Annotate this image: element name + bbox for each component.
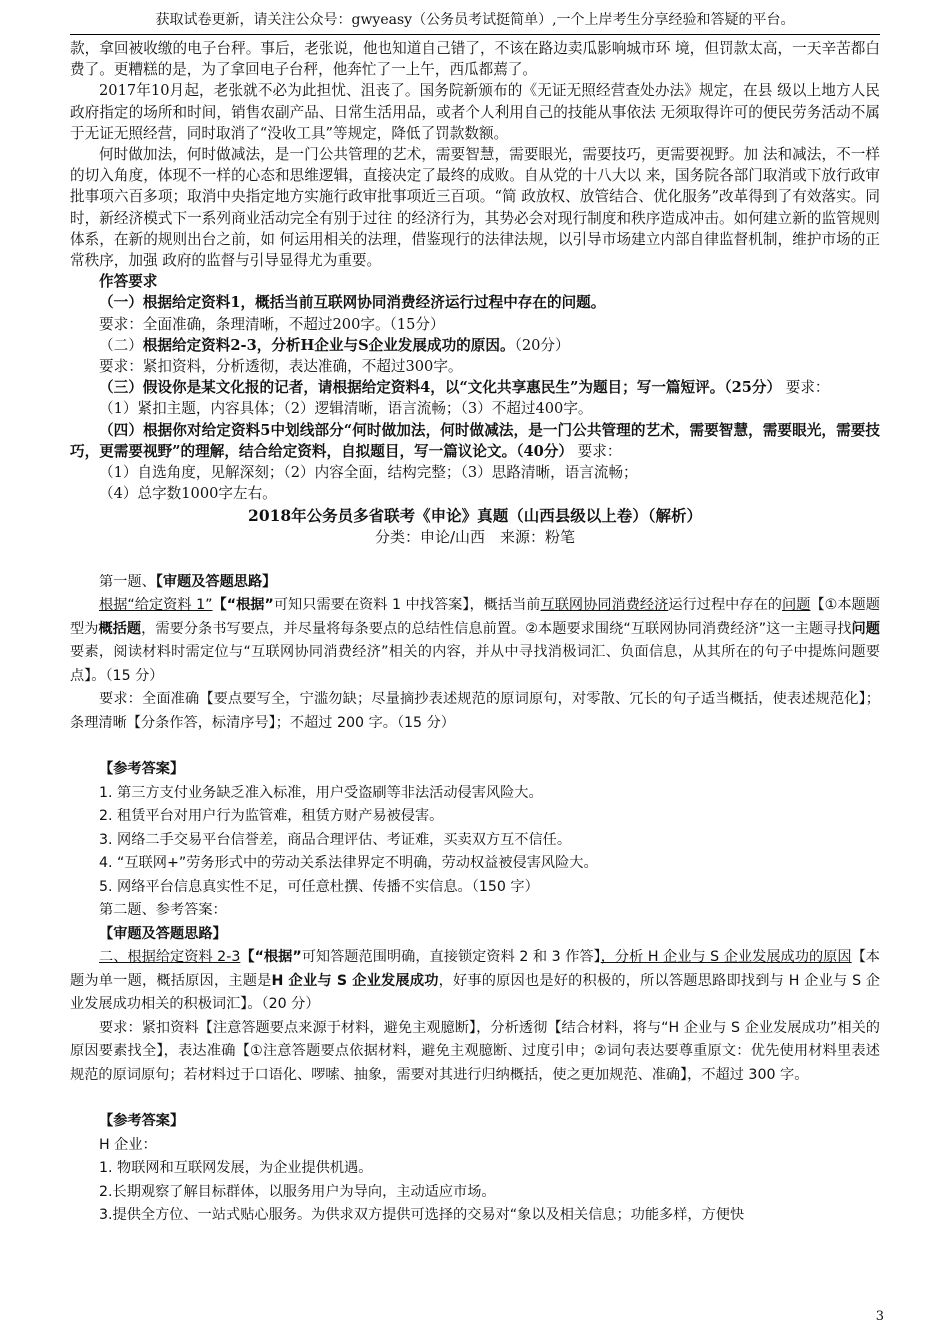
s1-txt: 可知只需要在资料 1 中找答案】，概括当前 [273, 597, 541, 614]
section-1-requirement: 要求：全面准确【要点要写全，宁滥勿缺；尽量摘抄表述规范的原词原句，对零散、冗长的句子适当概括，使表述规范化】；条理清晰【分条作答，标清序号】；不超过 200 字。（15 分） [70, 691, 880, 731]
answer-item: 3.提供全方位、一站式贴心服务。为供求双方提供可选择的交易对“象以及相关信息；功能多样，方便快 [99, 1207, 745, 1224]
requirements-heading: 作答要求 [99, 273, 158, 291]
s2-gen: 【“根据” [240, 949, 302, 966]
s1-txt4: ，需要分条书写要点，并尽量将每条要点的总结性信息前置。②本题要求围绕“互联网协同消费经济”这一主题寻找 [141, 620, 852, 637]
paragraph: 款，拿回被收缴的电子台秤。事后，老张说，他也知道自己错了，不该在路边卖瓜影响城市环 境，但罚款太高，一天辛苦都白费了。更糟糕的是，为了拿回电子台秤，他奔忙了一上午，西瓜都蔫了。 [70, 40, 880, 79]
s1-txt3: 【①本题题型为 [70, 597, 880, 637]
s2-txt: 可知答题范围明确，直接锁定资料 2 和 3 作答】 [301, 949, 601, 966]
answer-item: 2.长期观察了解目标群体，以服务用户为导向，主动适应市场。 [99, 1183, 496, 1200]
question-2-requirement: 要求：紧扣资料，分析透彻，表达准确，不超过300字。 [99, 358, 463, 376]
s1-topic: 互联网协同消费经济 [540, 597, 669, 614]
question-1: （一）根据给定资料1，概括当前互联网协同消费经济运行过程中存在的问题。 [99, 294, 606, 312]
section-2-requirement: 要求：紧扣资料【注意答题要点来源于材料，避免主观臆断】，分析透彻【结合材料，将与“H 企业与 S 企业发展成功”相关的原因要素找全】，表达准确【①注意答题要点依据材料，避免主观臆断、过度引申；②词句表达要尊重原文：优先使用材料里表述规范的原词原句；若材料过于口语化、啰嗦、抽象，需要对其进行归纳概括，使之更加规范、准确】，不超过 300 字。 [70, 1019, 880, 1083]
section-2-subheading: 【审题及答题思路】 [99, 925, 227, 942]
s1-issue: 问题 [781, 597, 811, 614]
paragraph: 何时做加法，何时做减法，是一门公共管理的艺术，需要智慧，需要眼光，需要技巧，更需要视野。加 法和减法，不一样的切入角度，体现不一样的心态和思维逻辑，直接决定了最终的成败。自从党的十八大以 来，国务院各部门取消或下放行政审批事项六百多项；取消中央指定地方实施行政审批事项近三百项。“简 政放权、放管结合、优化服务”改革得到了有效落实。同时，新经济模式下一系列商业活动完全有别于过往 的经济行为，其势必会对现行制度和秩序造成冲击。如何建立新的监管规则体系，在新的规则出台之前，如 何运用相关的法理，借鉴现行的法律法规，以引导市场建立内部自律监督机制，维护市场的正常秩序，加强 政府的监督与引导显得尤为重要。 [70, 146, 880, 270]
s2-txt2: 【本题为单一题，概括原因，主题是 [70, 949, 880, 989]
section-2-heading: 第二题、参考答案： [99, 902, 227, 919]
s1-txt5: 要素，阅读材料时需定位与“互联网协同消费经济”相关的内容，并从中寻找消极词汇、负面信息，从其所在的句子中提炼问题要点】。（15 分） [70, 644, 880, 684]
analysis-subtitle: 分类：申论/山西 来源：粉笔 [374, 527, 576, 546]
question-3 [70, 377, 880, 398]
question-4 [70, 420, 880, 462]
question-2 [70, 335, 880, 356]
q2-prefix: （二） [99, 336, 143, 354]
section-1-paragraph [70, 594, 880, 688]
answer-item: 1. 第三方支付业务缺乏准入标准，用户受盗刷等非法活动侵害风险大。 [99, 784, 543, 801]
question-4-requirement-2: （4）总字数1000字左右。 [99, 485, 277, 503]
company-label: H 企业： [99, 1136, 157, 1153]
answer-item: 1. 物联网和互联网发展，为企业提供机遇。 [99, 1160, 373, 1177]
spacer [70, 548, 880, 571]
question-3-requirement: （1）紧扣主题，内容具体；（2）逻辑清晰，语言流畅；（3）不超过400字。 [99, 400, 593, 418]
page-number: 3 [875, 1309, 884, 1324]
analysis-title: 2018年公务员多省联考《申论》真题（山西县级以上卷）（解析） [248, 506, 702, 526]
s2-topic: ，分析 H 企业与 S 企业发展成功的原因 [600, 949, 852, 966]
q2-text: 根据给定资料2-3，分析H企业与S企业发展成功的原因。 [142, 336, 515, 354]
q2-points: （20分） [514, 336, 570, 354]
s1-gen: 【“根据” [212, 597, 274, 614]
section-1-heading [70, 571, 880, 595]
s1-ref: 根据“给定资料 1” [99, 597, 213, 614]
section-2-paragraph [70, 946, 880, 1017]
paragraph: 2017年10月起，老张就不必为此担忧、沮丧了。国务院新颁布的《无证无照经营查处办法》规定，在县 级以上地方人民政府指定的场所和时间，销售农副产品、日常生活用品，或者个人利用自己的技能从事依法 无须取得许可的便民劳务活动不属于无证无照经营，同时取消了“没收工具”等规定，降低了罚款数额。 [70, 82, 880, 142]
q4-requirement-label: 要求： [573, 442, 622, 460]
answer-item: 5. 网络平台信息真实性不足，可任意杜撰、传播不实信息。（150 字） [99, 878, 539, 895]
q3-requirement-label: 要求： [781, 379, 830, 397]
s1-type: 概括题 [98, 620, 142, 637]
spacer [70, 1087, 880, 1110]
spacer [70, 735, 880, 758]
s1-label: 第一题、 [99, 573, 156, 590]
q4-text: （四）根据你对给定资料5中划线部分“何时做加法，何时做减法，是一门公共管理的艺术，需要智慧，需要眼光，需要技巧，更需要视野”的理解，结合给定资料，自拟题目，写一篇议论文。（40分） [70, 421, 880, 460]
answer-item: 2. 租赁平台对用户行为监管难，租赁方财产易被侵害。 [99, 808, 444, 825]
document-body [70, 38, 880, 1228]
s2-txt3: ，好事的原因也是好的积极的，所以答题思路即找到与 H 企业与 S 企业发展成功相关的积极词汇】。（20 分） [70, 972, 880, 1013]
answer-heading: 【参考答案】 [99, 1113, 185, 1130]
s1-txt2: 运行过程中存在的 [668, 597, 782, 614]
answer-item: 4. “互联网+”劳务形式中的劳动关系法律界定不明确，劳动权益被侵害风险大。 [99, 855, 598, 872]
s2-ref: 二、根据给定资料 2-3 [99, 949, 241, 966]
page-header: 获取试卷更新，请关注公众号：gwyeasy（公务员考试挺简单）,一个上岸考生分享经验和答疑的平台。 [70, 10, 880, 35]
q3-text: （三）假设你是某文化报的记者，请根据给定资料4，以“文化共享惠民生”为题目；写一篇短评。（25分） [99, 379, 782, 397]
analysis-section [70, 548, 880, 1228]
s1-heading: 【审题及答题思路】 [155, 573, 277, 590]
s2-subject: H 企业与 S 企业发展成功 [271, 972, 439, 989]
answer-heading: 【参考答案】 [99, 761, 185, 778]
question-1-requirement: 要求：全面准确，条理清晰，不超过200字。（15分） [99, 315, 445, 333]
question-4-requirement-1: （1）自选角度，见解深刻；（2）内容全面，结构完整；（3）思路清晰，语言流畅； [99, 464, 638, 482]
s1-issue2: 问题 [851, 620, 880, 637]
answer-item: 3. 网络二手交易平台信誉差，商品合理评估、考证难，买卖双方互不信任。 [99, 831, 572, 848]
